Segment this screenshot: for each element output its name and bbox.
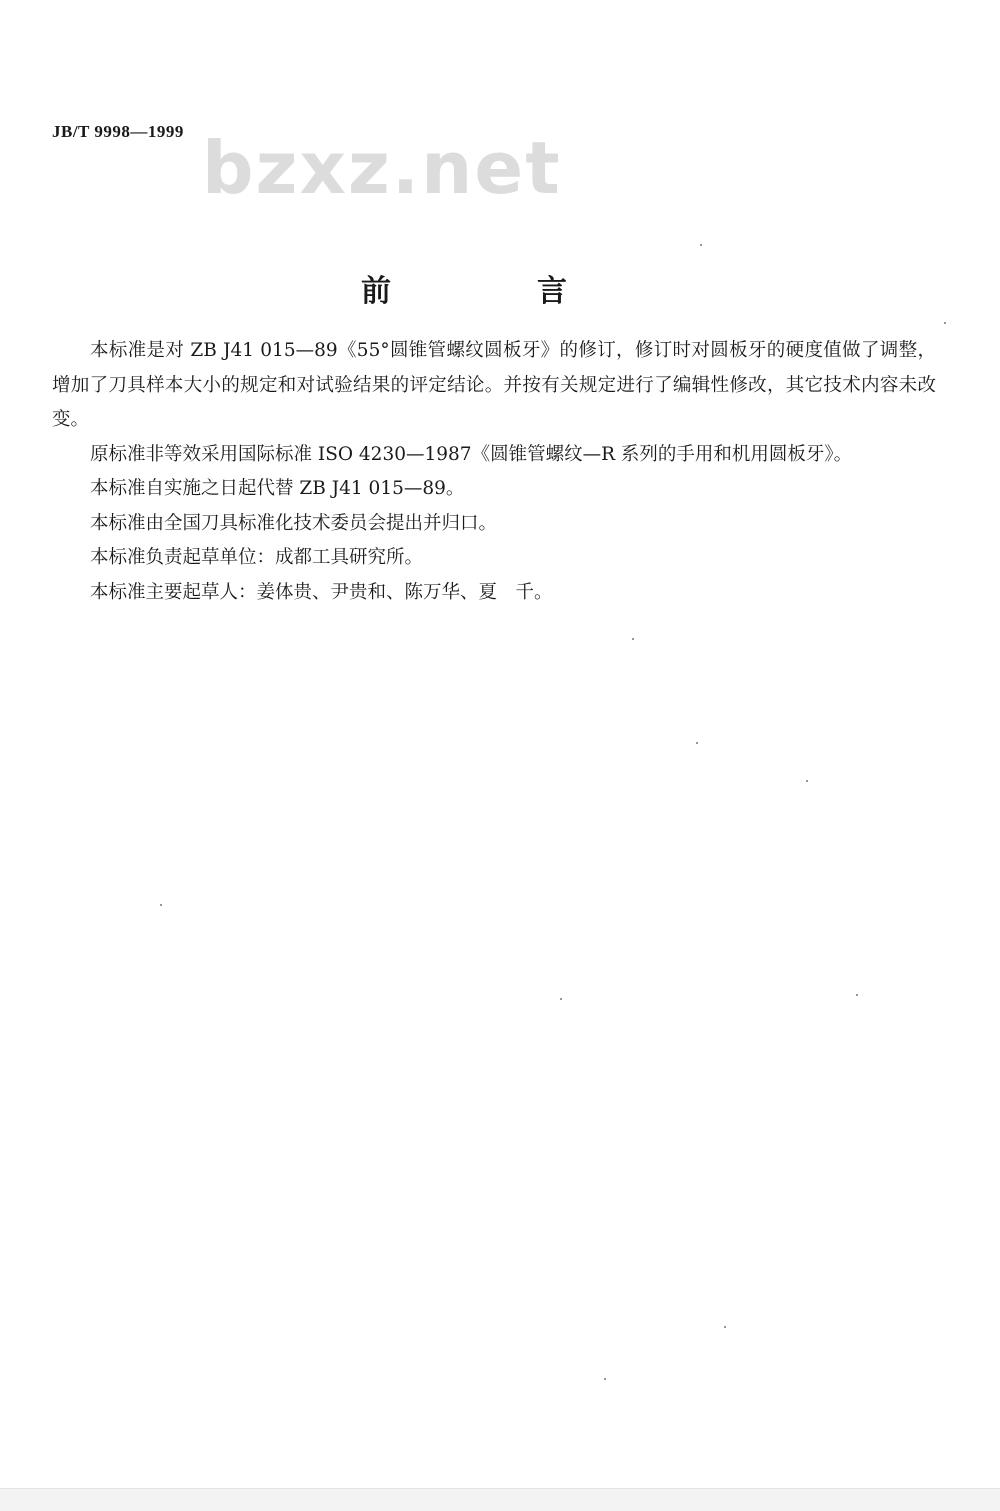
paragraph-revision: 本标准是对 ZB J41 015—89《55°圆锥管螺纹圆板牙》的修订，修订时对圆板牙的硬度值做了调整，增加了刀具样本大小的规定和对试验结果的评定结论。并按有关规定进行了编辑性修改，其它技术内容未改变。: [52, 340, 936, 430]
scan-speck: [160, 904, 162, 906]
paragraph-iso-reference: 原标准非等效采用国际标准 ISO 4230—1987《圆锥管螺纹—R 系列的手用和机用圆板牙》。: [90, 443, 853, 465]
scan-speck: [604, 1378, 606, 1380]
scan-speck: [696, 742, 698, 744]
scan-speck: [700, 244, 702, 246]
foreword-body: [52, 334, 936, 610]
scan-speck: [724, 1326, 726, 1328]
scan-speck: [856, 994, 858, 996]
document-code: JB/T 9998—1999: [52, 122, 184, 141]
page-title: 前 言: [361, 274, 625, 309]
paragraph-drafting-unit: 本标准负责起草单位：成都工具研究所。: [90, 547, 424, 568]
scan-speck: [560, 998, 562, 1000]
paragraph-replacement: 本标准自实施之日起代替 ZB J41 015—89。: [90, 478, 465, 499]
scan-speck: [944, 322, 946, 324]
scan-speck: [632, 638, 634, 640]
scan-speck: [806, 780, 808, 782]
watermark: bzxz.net: [202, 126, 562, 210]
paragraph-committee: 本标准由全国刀具标准化技术委员会提出并归口。: [90, 512, 498, 534]
paragraph-drafters: 本标准主要起草人：姜体贵、尹贵和、陈万华、夏 千。: [90, 581, 553, 603]
page-bottom-edge: [0, 1488, 1000, 1511]
